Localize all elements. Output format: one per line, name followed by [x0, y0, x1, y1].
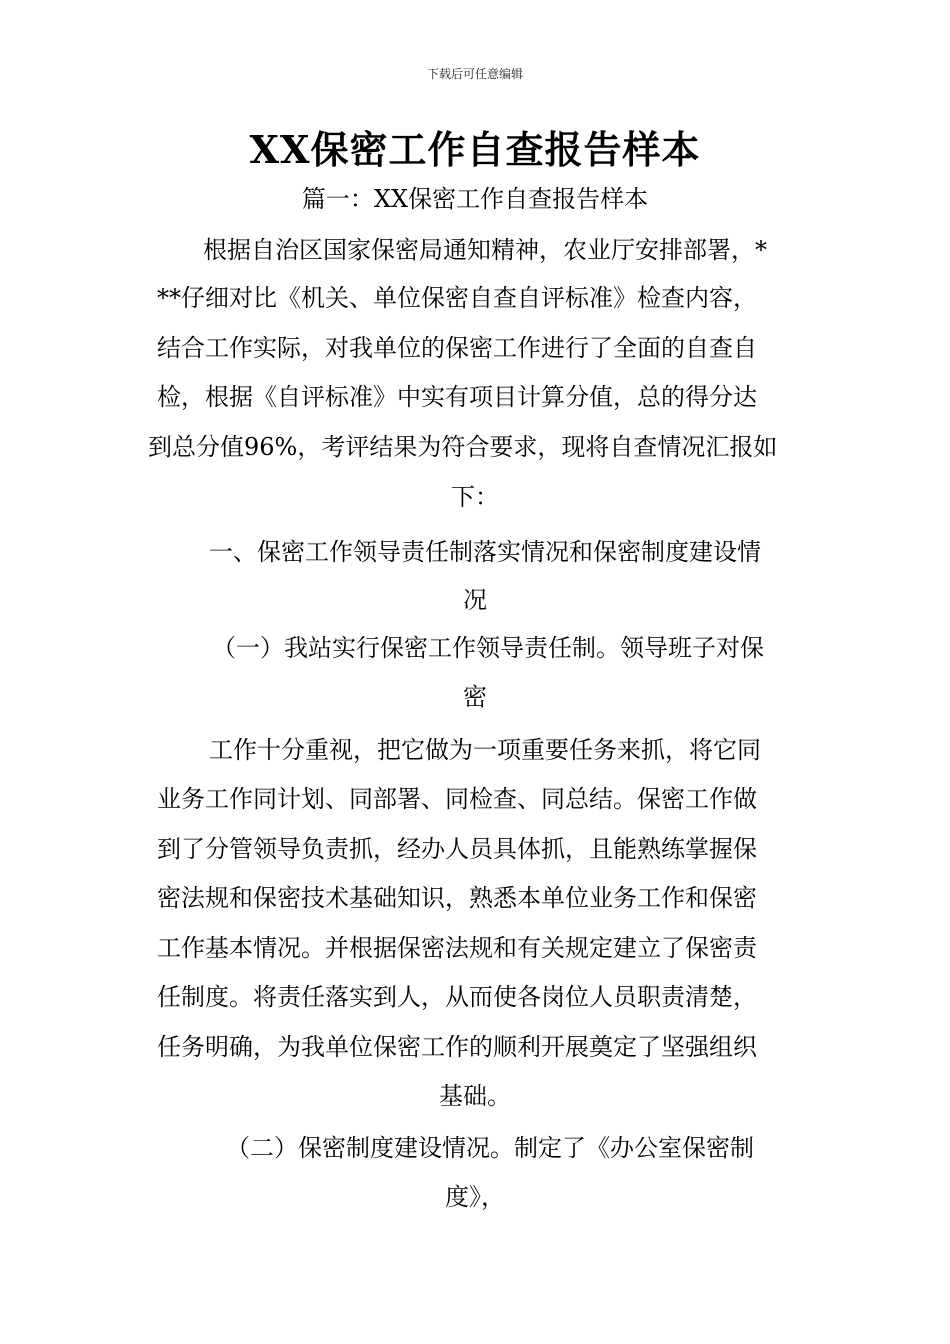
document-subtitle: 篇一：XX保密工作自查报告样本 — [301, 185, 649, 213]
body-line: **仔细对比《机关、单位保密自查自评标准》检查内容， — [157, 284, 757, 312]
section-heading-continuation: 况 — [463, 586, 487, 614]
header-note: 下载后可任意编辑 — [426, 67, 523, 81]
body-line: 工作十分重视，把它做为一项重要任务来抓，将它同 — [209, 736, 761, 764]
body-line: 任务明确，为我单位保密工作的顺利开展奠定了坚强组织 — [157, 1033, 757, 1061]
body-line: 到了分管领导负责抓，经办人员具体抓，且能熟练掌握保 — [157, 835, 757, 863]
body-line: 工作基本情况。并根据保密法规和有关规定建立了保密责 — [157, 934, 757, 962]
body-line: 任制度。将责任落实到人，从而使各岗位人员职责清楚， — [157, 983, 757, 1011]
document-title: XX保密工作自查报告样本 — [249, 127, 701, 172]
subsection-heading: （二）保密制度建设情况。制定了《办公室保密制 — [226, 1134, 754, 1162]
subsection-heading: （一）我站实行保密工作领导责任制。领导班子对保 — [212, 634, 764, 662]
body-line: 下： — [451, 483, 499, 511]
subsection-heading-continuation: 度》， — [445, 1183, 505, 1211]
body-line: 到总分值96%，考评结果为符合要求，现将自查情况汇报如 — [148, 433, 778, 461]
body-line: 检，根据《自评标准》中实有项目计算分值，总的得分达 — [157, 383, 757, 411]
body-line: 基础。 — [439, 1082, 511, 1110]
body-line: 结合工作实际，对我单位的保密工作进行了全面的自查自 — [157, 334, 757, 362]
subsection-heading-continuation: 密 — [463, 683, 487, 711]
body-line: 根据自治区国家保密局通知精神，农业厅安排部署，* — [203, 236, 767, 264]
body-line: 密法规和保密技术基础知识，熟悉本单位业务工作和保密 — [157, 884, 757, 912]
body-line: 业务工作同计划、同部署、同检查、同总结。保密工作做 — [157, 785, 757, 813]
section-heading: 一、保密工作领导责任制落实情况和保密制度建设情 — [209, 538, 761, 566]
